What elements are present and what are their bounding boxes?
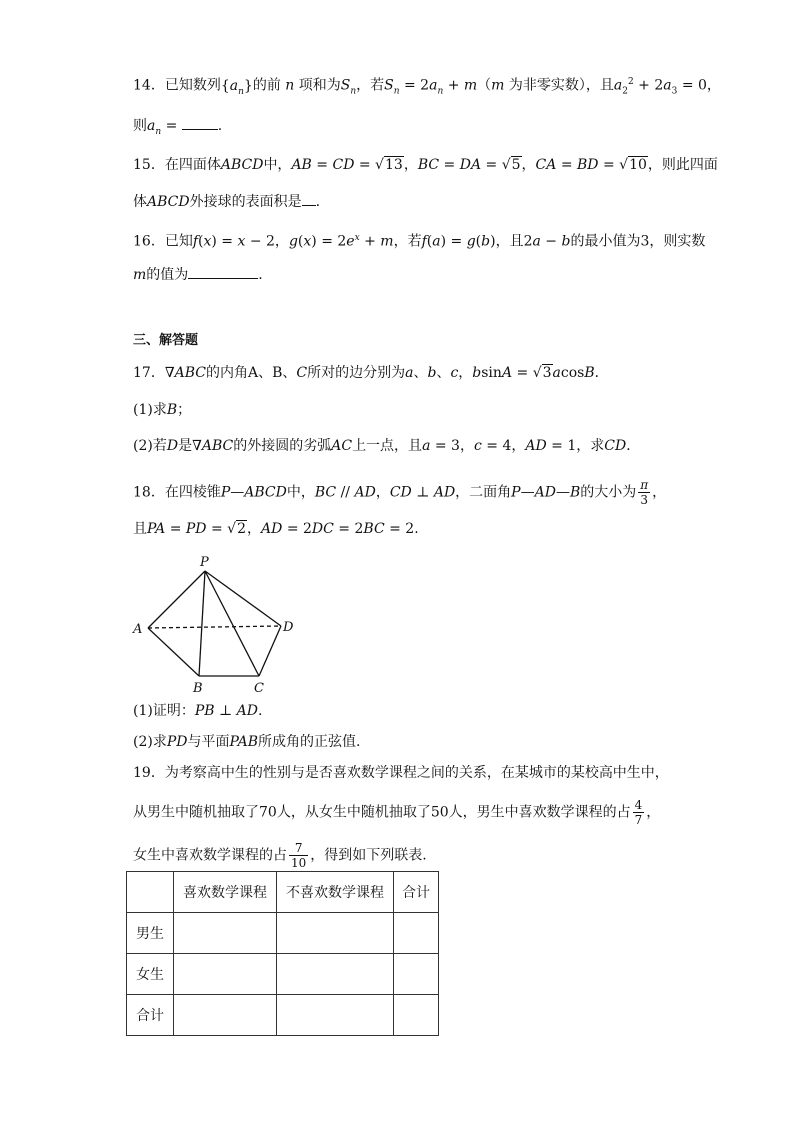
- fraction-4-7-den: 7: [634, 813, 643, 827]
- table-cell: [277, 954, 394, 995]
- q16-text-f: .: [258, 267, 263, 283]
- q17-part2: (2)若D是∇ABC的外接圆的劣弧AC上一点，且a = 3，c = 4，AD = 1，求CD．: [133, 438, 641, 454]
- q14-text-f: 为非零实数），且: [508, 77, 614, 94]
- label-B: B: [193, 681, 203, 696]
- q14-text-i: .: [217, 118, 223, 134]
- q14-text-a: 14．已知数列: [133, 77, 221, 94]
- table-cell: 女生: [127, 954, 174, 995]
- q14-text-d: ，若: [356, 77, 385, 94]
- fraction-4-7-num: 4: [634, 798, 643, 812]
- q16-text-a: 16．已知: [133, 233, 193, 250]
- q15-text-2c: .: [315, 194, 321, 210]
- table-cell: [394, 995, 439, 1036]
- edge-PC: [205, 571, 259, 676]
- q19-text-3b: ，得到如下列联表.: [310, 847, 427, 864]
- table-cell: [174, 954, 277, 995]
- q15-text-2b: 外接球的表面积是: [189, 194, 302, 210]
- q17-text-b: 的内角: [205, 365, 248, 381]
- label-D: D: [283, 620, 294, 635]
- q18-text-e: ，: [652, 484, 667, 501]
- q18-text-g: .: [414, 521, 419, 537]
- table-row: [127, 995, 439, 1036]
- table-header-cell: 不喜欢数学课程: [277, 872, 394, 913]
- q18-part2-c: 所成角的正弦值.: [258, 734, 361, 750]
- q15-line1: 15．在四面体ABCD中，AB = CD = √13，BC = DA = √5，CA = BD = √10，则此四面: [133, 157, 718, 173]
- fraction-7-10-num: 7: [289, 841, 308, 856]
- q14-line1: 14．已知数列$\{a_n\}$的前 n 项和为$S_n$，若$S_n = 2a_n + m(m$ 为非零实数），且$a_2^2 + 2a_3 = 0$，: [133, 77, 721, 97]
- q18-part2-b: 与平面: [187, 734, 230, 750]
- q17-part1: (1)求B；: [133, 402, 192, 418]
- q16-line1: 16．已知f(x) = x − 2，$g(x) = 2e^x + m$，若f(a) = g(b)，且2a − b的最小值为3，则实数: [133, 233, 706, 250]
- q18-part2: (2)求PD与平面PAB所成角的正弦值.: [133, 734, 361, 750]
- q17-text-d: ．: [594, 365, 609, 381]
- table-cell: [277, 913, 394, 954]
- q19-line3: [133, 841, 427, 870]
- q19-text-2: 从男生中随机抽取了70人，从女生中随机抽取了50人，男生中喜欢数学课程的占: [133, 804, 631, 821]
- edge-CD: [259, 626, 281, 676]
- table-row: [127, 913, 439, 954]
- edge-PD: [205, 571, 281, 626]
- q18-line1: 18．在四棱锥P—ABCD中，BC // AD，CD ⊥ AD，二面角P—AD—B的大小为 $\frac{\pi}{3}$ ，: [133, 478, 667, 507]
- q17-part1-end: ；: [177, 402, 192, 418]
- label-P: P: [200, 555, 209, 570]
- q16-line2: m的值为 .: [133, 264, 263, 285]
- q18-text-f: 且: [133, 521, 147, 537]
- q15-text-2: 体: [133, 194, 147, 210]
- q14-text-e: （: [477, 77, 492, 94]
- label-C: C: [254, 681, 264, 696]
- pyramid-figure: [128, 552, 308, 697]
- q19-text-2b: ，: [646, 804, 661, 821]
- table-cell: [277, 995, 394, 1036]
- q17-part2-b: 是: [178, 438, 193, 454]
- section-heading: 三、解答题: [133, 333, 199, 348]
- q14-text-g: ，: [706, 77, 721, 94]
- q19-line1: 19．为考察高中生的性别与是否喜欢数学课程之间的关系，在某城市的某校高中生中，: [133, 765, 669, 781]
- q16-text-d: 的最小值为3，则实数: [570, 233, 706, 250]
- table-cell: [394, 954, 439, 995]
- q18-line2: 且PA = PD = √2，AD = 2DC = 2BC = 2.: [133, 521, 419, 537]
- q17-text-a: 17．: [133, 365, 165, 381]
- q15-text-1c: ，则此四面: [647, 157, 718, 173]
- fraction-7-10-den: 10: [291, 856, 307, 870]
- q15-text-1: 15．在四面体: [133, 157, 221, 173]
- fraction-4-7: [633, 798, 645, 827]
- q17-part1-text: (1)求: [133, 402, 167, 418]
- q18-part1-end: .: [257, 703, 263, 719]
- q14-line2: 则$a_n$ = .: [133, 115, 222, 142]
- q16-text-c: ，且: [495, 233, 524, 250]
- table-header-cell: [127, 872, 174, 913]
- q17-part2-e: ，求: [576, 438, 605, 454]
- q17-part2-c: 的外接圆的劣弧: [233, 438, 332, 454]
- q16-text-e: 的值为: [146, 267, 189, 283]
- table-cell: [394, 913, 439, 954]
- label-A: A: [133, 622, 143, 637]
- table-cell: [174, 995, 277, 1036]
- q19-text-3: 女生中喜欢数学课程的占: [133, 847, 287, 864]
- q17-text-c: 所对的边分别为: [307, 365, 406, 381]
- q17-part2-d: 上一点，且: [352, 438, 423, 454]
- q18-part1-text: (1)证明：: [133, 703, 195, 719]
- q15-answer-blank: [302, 191, 316, 206]
- q18-text-d: 的大小为: [580, 484, 637, 501]
- table-cell: 合计: [127, 995, 174, 1036]
- pi-over-3-fraction: $\frac{\pi}{3}$: [640, 478, 649, 507]
- q19-line2: [133, 798, 660, 827]
- table-header-cell: 喜欢数学课程: [174, 872, 277, 913]
- table-header-cell: 合计: [394, 872, 439, 913]
- q15-text-1b: 中，: [263, 157, 292, 173]
- q15-line2: 体ABCD外接球的表面积是 .: [133, 191, 320, 212]
- q18-part2-a: (2)求: [133, 734, 167, 750]
- table-row: [127, 954, 439, 995]
- edge-PA: [148, 571, 205, 628]
- table-cell: [174, 913, 277, 954]
- fraction-7-10: [289, 841, 308, 870]
- contingency-table: [126, 871, 439, 1036]
- table-header-row: [127, 872, 439, 913]
- edge-AD-hidden: [148, 626, 281, 628]
- q14-text-c: 项和为: [298, 77, 341, 94]
- q17-line1: 17．∇ABC的内角A、B、C所对的边分别为a、b、c，bsinA = √3acosB．: [133, 365, 609, 381]
- edge-AB: [148, 628, 199, 676]
- edge-PB: [199, 571, 205, 676]
- q17-part2-a: (2)若: [133, 438, 167, 454]
- q18-text-c: ，二面角: [455, 484, 512, 501]
- q16-text-b: ，若: [393, 233, 422, 250]
- q14-text-h: 则: [133, 118, 147, 134]
- q16-answer-blank: [188, 264, 258, 279]
- q14-answer-blank: [182, 115, 218, 130]
- q18-part1: (1)证明：PB ⊥ AD.: [133, 703, 263, 719]
- q14-text-b: 的前: [252, 77, 281, 94]
- q17-part2-f: ．: [626, 438, 641, 454]
- q18-text-a: 18．在四棱锥: [133, 484, 221, 501]
- table-cell: 男生: [127, 913, 174, 954]
- q18-text-b: 中，: [286, 484, 315, 501]
